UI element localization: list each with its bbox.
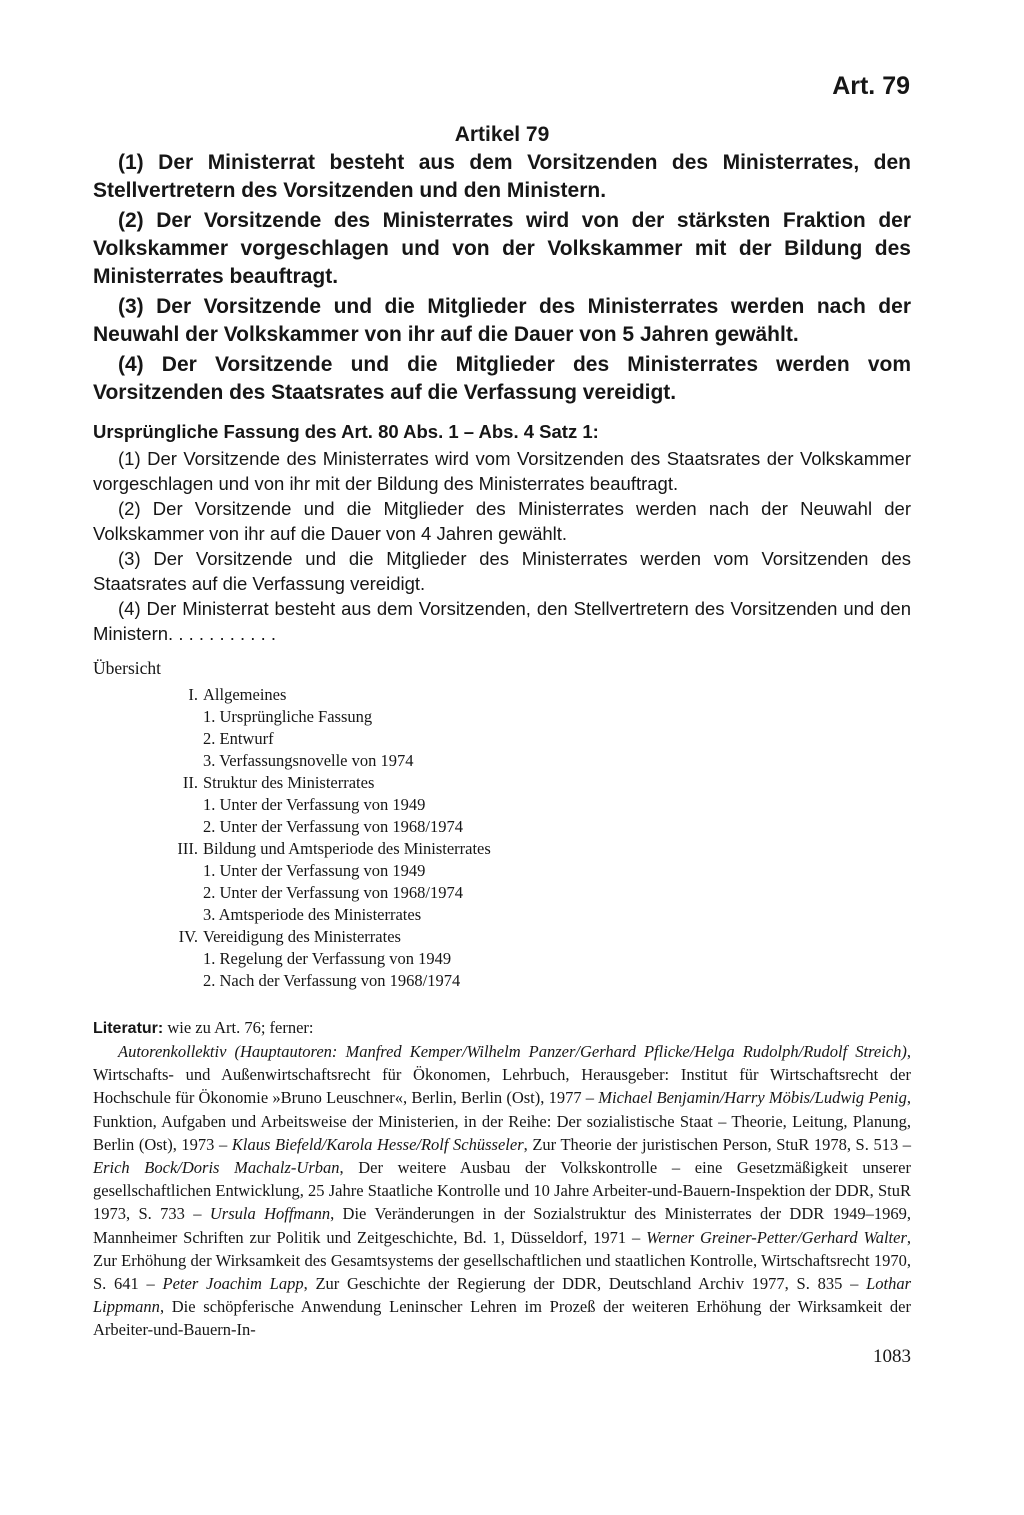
toc-item-label: 1. Unter der Verfassung von 1949 [203, 861, 426, 880]
literature-author: Werner Greiner-Petter/Gerhard Walter [646, 1227, 907, 1247]
toc-item [93, 750, 911, 772]
article-paragraph: (4) Der Vorsitzende und die Mitglieder des Ministerrates werden vom Vorsitzenden des Staatsrates auf die Verfassung vereidigt. [93, 353, 911, 404]
article-paragraph: (3) Der Vorsitzende und die Mitglieder des Ministerrates werden nach der Neuwahl der Volkskammer von ihr auf die Dauer von 5 Jahren gewählt. [93, 295, 911, 346]
toc-item [93, 948, 911, 970]
original-paragraph: (3) Der Vorsitzende und die Mitglieder des Ministerrates werden vom Vorsitzenden des Staatsrates auf die Verfassung vereidigt. [93, 548, 911, 594]
toc-item [93, 904, 911, 926]
toc-item-label: 3. Amtsperiode des Ministerrates [203, 905, 422, 924]
toc-section-number: II. [182, 773, 198, 792]
literature [93, 1016, 911, 1342]
toc-item [93, 706, 911, 728]
toc-section-title: Struktur des Ministerrates [203, 773, 375, 792]
toc-section-number: III. [177, 839, 198, 858]
toc-item [93, 970, 911, 992]
toc-item-label: 2. Unter der Verfassung von 1968/1974 [203, 817, 463, 836]
literature-author: Michael Benjamin/Harry Möbis/Ludwig Penig [598, 1088, 907, 1108]
literature-author: Klaus Biefeld/Karola Hesse/Rolf Schüsseler [231, 1134, 524, 1154]
toc-item-label: 1. Unter der Verfassung von 1949 [203, 795, 426, 814]
toc-section [93, 838, 911, 860]
article-title: Artikel 79 [454, 123, 550, 146]
toc-section-title: Allgemeines [203, 685, 287, 704]
toc-item-label: 1. Ursprüngliche Fassung [203, 707, 373, 726]
toc-item-label: 1. Regelung der Verfassung von 1949 [203, 949, 452, 968]
page-number: 1083 [873, 1346, 911, 1367]
original-paragraph: (1) Der Vorsitzende des Ministerrates wird vom Vorsitzenden des Staatsrates der Volkskammer vorgeschlagen und von ihr mit der Bildung des Ministerrates beauftragt. [93, 448, 911, 494]
literature-heading [93, 1016, 911, 1040]
literature-text [93, 1040, 911, 1342]
overview [93, 656, 911, 992]
literature-segment: , Der weitere Ausbau der Volkskontrolle – eine Gesetzmäßigkeit unserer gesellschaftlichen Entwicklung, 25 Jahre Staatliche Kontrolle und 10 Jahre Arbeiter-und-Bauern-Inspektion der DDR, StuR 1973, S. 733 – [93, 1158, 911, 1224]
article-paragraph: (2) Der Vorsitzende des Ministerrates wird von der stärksten Fraktion der Volkskammer vorgeschlagen und von der Volkskammer mit der Bildung des Ministerrates beauftragt. [93, 209, 911, 288]
literature-intro: wie zu Art. 76; ferner: [163, 1018, 314, 1037]
toc-item-label: 2. Unter der Verfassung von 1968/1974 [203, 883, 463, 902]
original-version [93, 419, 911, 647]
toc-item [93, 816, 911, 838]
literature-segment: , Die schöpferische Anwendung Leninscher Lehren im Prozeß der weiteren Erhöhung der Wirksamkeit der Arbeiter-und-Bauern-In- [93, 1297, 911, 1340]
original-paragraph: (2) Der Vorsitzende und die Mitglieder des Ministerrates werden nach der Neuwahl der Volkskammer von ihr auf die Dauer von 4 Jahren gewählt. [93, 498, 911, 544]
literature-segment: , Zur Erhöhung der Wirksamkeit des Gesamtsystems der gesellschaftlichen und staatlichen Kontrolle, Wirtschaftsrecht 1970, S. 641 – [93, 1227, 911, 1294]
table-of-contents [93, 684, 911, 992]
literature-segment: , Die Veränderungen in der Sozialstruktur des Ministerrates der DDR 1949–1969, Mannheimer Schriften zur Politik und Zeitgeschichte, Bd. 1, Düsseldorf, 1971 – [93, 1204, 911, 1247]
toc-section-number: IV. [178, 927, 198, 946]
article-text [93, 121, 911, 409]
toc-item-label: 2. Nach der Verfassung von 1968/1974 [203, 971, 461, 990]
literature-author: Peter Joachim Lapp [162, 1274, 304, 1294]
literature-segment: , Wirtschafts- und Außenwirtschaftsrecht für Ökonomen, Lehrbuch, Herausgeber: Institut für Wirtschaftsrecht der Hochschule für Ökonomie »Bruno Leuschner«, Berlin, Berlin (Ost), 1977 – [93, 1042, 911, 1108]
toc-section-title: Bildung und Amtsperiode des Ministerrates [203, 839, 491, 858]
toc-section [93, 926, 911, 948]
toc-item [93, 794, 911, 816]
overview-title: Übersicht [93, 658, 162, 678]
running-header: Art. 79 [832, 72, 910, 100]
literature-author: Autorenkollektiv (Hauptautoren: Manfred Kemper/Wilhelm Panzer/Gerhard Pflicke/Helga Rudolph/Rudolf Streich) [118, 1042, 907, 1061]
literature-label: Literatur: [93, 1020, 164, 1037]
literature-author: Ursula Hoffmann [209, 1204, 331, 1224]
toc-section [93, 684, 911, 706]
toc-item-label: 2. Entwurf [203, 729, 274, 748]
toc-section-number: I. [188, 685, 198, 704]
literature-author: Lothar Lippmann [93, 1274, 912, 1317]
original-version-heading: Ursprüngliche Fassung des Art. 80 Abs. 1 – Abs. 4 Satz 1: [93, 421, 599, 442]
toc-section-title: Vereidigung des Ministerrates [203, 927, 401, 946]
literature-segment: , Zur Geschichte der Regierung der DDR, Deutschland Archiv 1977, S. 835 – [303, 1274, 867, 1294]
article-paragraph: (1) Der Ministerrat besteht aus dem Vorsitzenden des Ministerrates, den Stellvertretern des Vorsitzenden und den Ministern. [93, 151, 911, 202]
literature-author: Erich Bock/Doris Machalz-Urban [93, 1158, 340, 1178]
toc-item-label: 3. Verfassungsnovelle von 1974 [203, 751, 414, 770]
toc-item [93, 728, 911, 750]
literature-segment: , Funktion, Aufgaben und Arbeitsweise der Ministerien, in der Reihe: Der sozialistische Staat – Theorie, Leitung, Planung, Berlin (Ost), 1973 – [93, 1088, 911, 1154]
literature-segment: , Zur Theorie der juristischen Person, StuR 1978, S. 513 – [523, 1134, 912, 1154]
original-paragraph: (4) Der Ministerrat besteht aus dem Vorsitzenden, den Stellvertretern des Vorsitzenden und den Ministern. . . . . . . . . . . [93, 598, 911, 644]
toc-section [93, 772, 911, 794]
toc-item [93, 860, 911, 882]
toc-item [93, 882, 911, 904]
